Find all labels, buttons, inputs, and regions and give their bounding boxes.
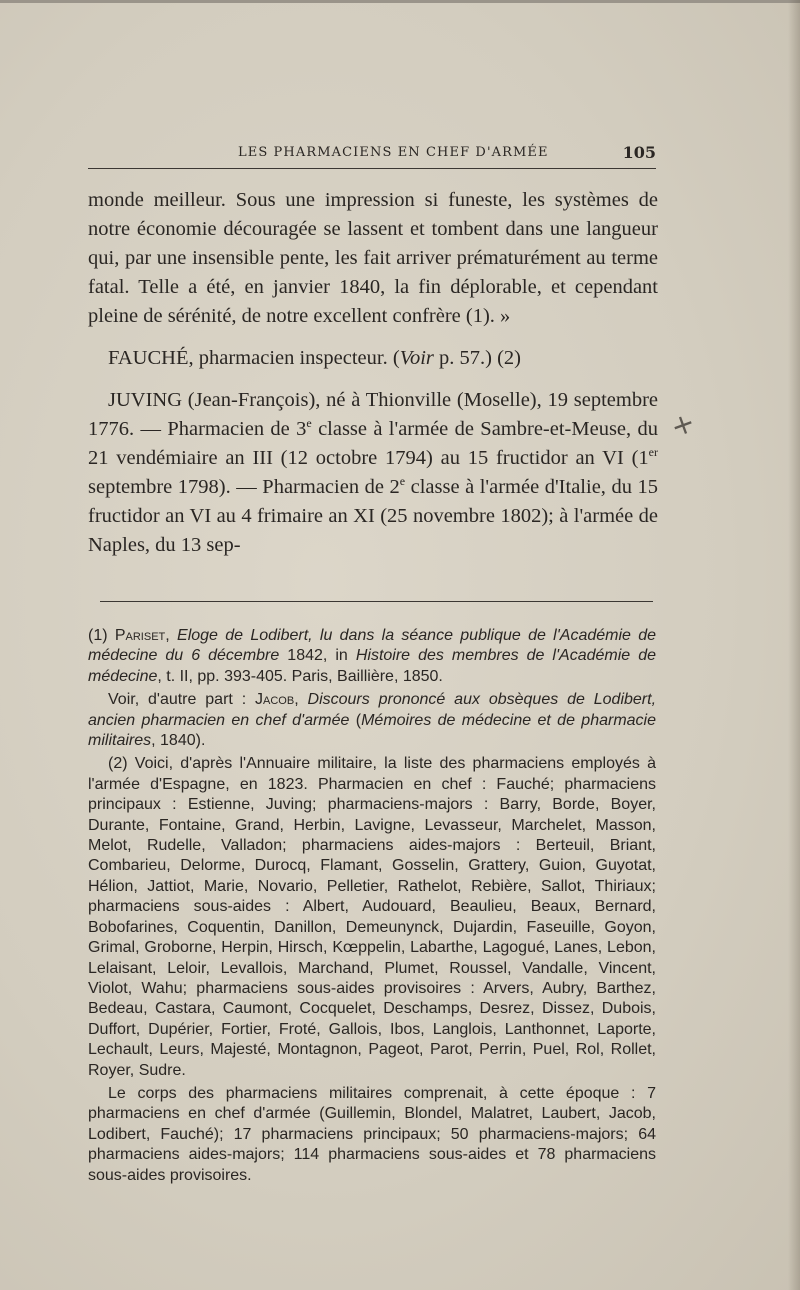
footnote-2-continued: Le corps des pharmaciens militaires comprenait, à cette époque : 7 pharmaciens en chef d'armée (Guillemin, Blondel, Malatret, Laubert, Jacob, Lodibert, Fauché); 17 pharmaciens principaux; 50 pharmaciens-majors; 64 pharmaciens aides-majors; 114 pharmaciens sous-aides et 78 pharmaciens sous-aides provisoires.	[88, 1084, 656, 1184]
footnote-work: Discours prononcé aux obsèques de Lodibert, ancien pharmacien en chef d'armée	[88, 691, 657, 729]
footnote-number: (1)	[88, 627, 115, 644]
entry-text: septembre 1798). — Pharmacien de 2	[88, 476, 400, 498]
footnotes	[88, 626, 656, 1189]
footnote-author: Jacob	[255, 691, 295, 709]
voir-ref: Voir	[399, 347, 434, 369]
entry-juving	[88, 386, 658, 560]
entry-text: classe à l'armée de Sambre-et-Meuse, du 21 vendémiaire an III (12 octobre 1794) au 15 fructidor an VI (1	[88, 418, 659, 469]
page-ref: p. 57.) (2)	[433, 347, 521, 369]
footnote-1-continued	[88, 690, 656, 751]
footnote-text: , t. II, pp. 393-405. Paris, Baillière, 1850.	[157, 667, 443, 685]
footnote-work: Eloge de Lodibert, lu dans la séance publique de l'Académie de médecine du 6 décembre	[88, 627, 657, 665]
footnote-book: Histoire des membres de l'Académie de médecine	[88, 647, 657, 685]
footnote-text: (	[349, 711, 362, 729]
footnote-2: (2) Voici, d'après l'Annuaire militaire, la liste des pharmaciens employés à l'armée d'Espagne, en 1823. Pharmacien en chef : Fauché; pharmaciens principaux : Estienne, Juving; pharmaciens-majors : Barry, Borde, Boyer, Durante, Fontaine, Grand, Herbin, Lavigne, Levasseur, Marchelet, Masson, Melot, Rudelle, Valladon; pharmaciens aides-majors : Berteuil, Briant, Combarieu, Delorme, Durocq, Flamant, Gosselin, Grattery, Guion, Guyotat, Hélion, Jattiot, Marie, Novario, Pelletier, Rathelot, Rebière, Sallot, Thiriaux; pharmaciens sous-aides : Albert, Audouard, Beaulieu, Beaux, Bernard, Bobofarines, Coquentin, Danillon, Demeunynck, Dujardin, Faseuille, Goyon, Grimal, Groborne, Herpin, Hirsch, Kœppelin, Labarthe, Lagogué, Lanes, Lebon, Lelaisant, Leloir, Levallois, Marchand, Plumet, Roussel, Vandalle, Vincent, Violot, Wahu; pharmaciens sous-aides provisoires : Arvers, Aubry, Barthez, Bedeau, Castara, Caumont, Cocquelet, Deschamps, Desrez, Dissez, Dubois, Duffort, Dupérier, Fortier, Froté, Gallois, Ibos, Langlois, Lanthonnet, Laporte, Lechault, Leurs, Majesté, Montagnon, Pageot, Parot, Perrin, Puel, Rol, Rollet, Royer, Sudre.	[88, 755, 656, 1079]
entry-name: FAUCHÉ	[108, 347, 189, 369]
separator: ,	[294, 691, 308, 709]
footnote-separator	[100, 601, 653, 602]
entry-title: , pharmacien inspecteur. (	[188, 347, 400, 369]
footnote-text: , 1840).	[151, 732, 206, 750]
ordinal-sup: er	[648, 445, 658, 460]
ordinal-sup: e	[306, 416, 312, 431]
footnote-text: Voir, d'autre part :	[108, 691, 256, 709]
header-rule	[88, 168, 656, 169]
entry-text: classe à l'armée d'Italie, du 15 fructidor an VI au 4 frimaire an XI (25 novembre 1802); à l'armée de Naples, du 13 sep-	[88, 476, 658, 556]
separator: ,	[165, 627, 178, 644]
footnote-journal: Mémoires de médecine et de pharmacie militaires	[88, 711, 657, 750]
footnote-1	[88, 626, 656, 687]
running-header	[88, 143, 656, 165]
margin-mark: +	[666, 404, 700, 445]
footnote-author: Pariset	[114, 627, 166, 644]
page-number: 105	[622, 143, 656, 162]
entry-text: JUVING (Jean-François), né à Thionville (Moselle), 19 septembre 1776. — Pharmacien de 3	[88, 389, 658, 440]
ordinal-sup: e	[399, 474, 406, 489]
paragraph-continuation: monde meilleur. Sous une impression si funeste, les systèmes de notre économie découragée se lassent et tombent dans une langueur qui, par une insensible pente, les fait arriver prématurément au terme fatal. Telle a été, en janvier 1840, la fin déplorable, et cependant pleine de sérénité, de notre excellent confrère (1). »	[88, 189, 658, 327]
main-text	[88, 186, 658, 560]
running-title: LES PHARMACIENS EN CHEF D'ARMÉE	[238, 145, 549, 160]
page-edge-shadow	[788, 0, 800, 1290]
entry-fauche	[88, 344, 658, 373]
footnote-text: 1842, in	[279, 647, 356, 665]
